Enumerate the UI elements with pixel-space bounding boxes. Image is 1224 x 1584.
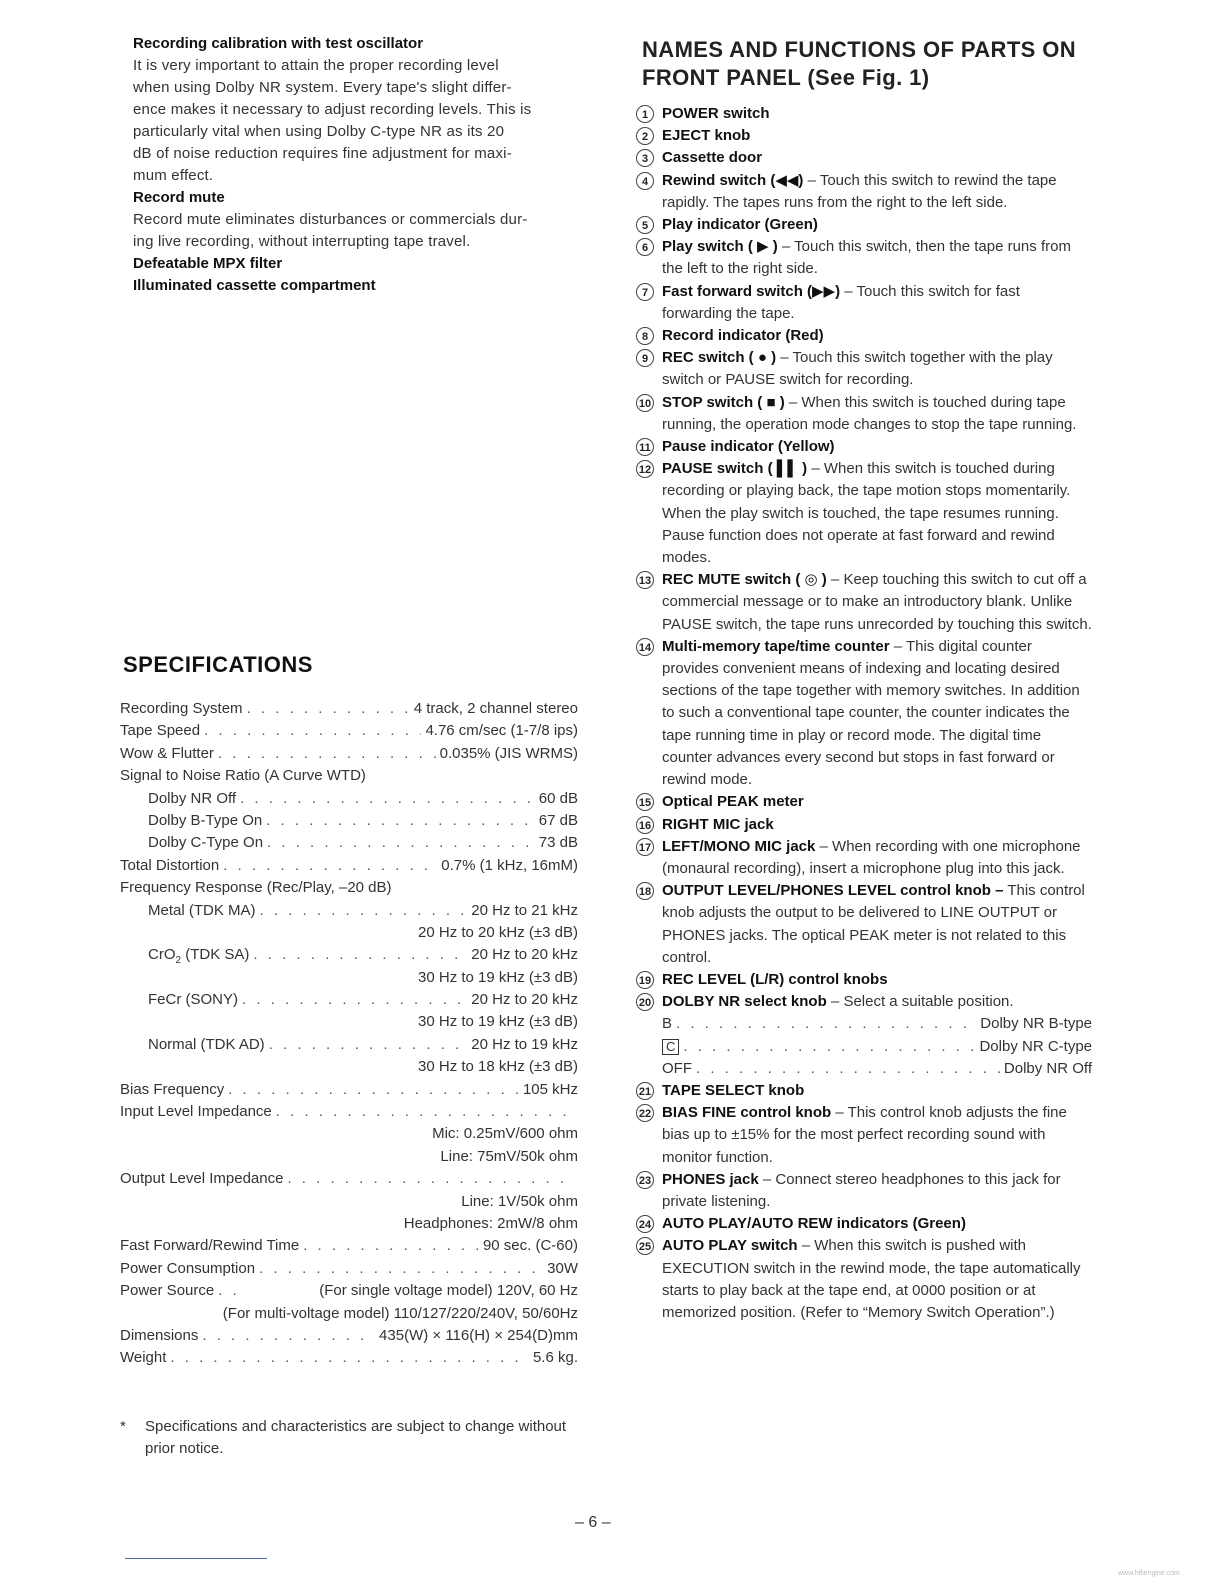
circled-number: 2 [636,127,654,145]
spec-sub-value: 30 Hz to 19 kHz (±3 dB) [418,1013,578,1031]
spec-label [148,946,249,966]
watermark: www.hifiengine.com [1118,1570,1180,1577]
spec-value: 4.76 cm/sec (1-7/8 ips) [425,722,578,740]
circled-number: 23 [636,1171,654,1189]
circled-number: 9 [636,349,654,367]
dolby-option-key: C [662,1039,679,1055]
spec-row [120,1036,578,1058]
dolby-option-key: B [662,1015,673,1033]
circled-number: 10 [636,394,654,412]
feature-heading: Recording calibration with test oscillator [133,35,424,52]
part-name: Optical PEAK meter [662,793,804,811]
circled-number: 22 [636,1104,654,1122]
spec-label: Dolby B-Type On [148,811,263,829]
part-name: Cassette door [662,149,763,167]
spec-label: Recording System [120,700,243,717]
spec-sub-value: (For multi-voltage model) 110/127/220/240V, 50/60Hz [222,1304,578,1322]
part-name: Multi-memory tape/time counter [662,637,890,655]
part-name: REC switch ( ● ) [662,349,777,367]
spec-value: 20 Hz to 20 kHz [471,946,578,964]
dolby-option-row [662,1058,1092,1080]
part-item [636,103,1092,125]
spec-value: 20 Hz to 20 kHz [471,991,578,1009]
feature-heading: Illuminated cassette compartment [133,277,376,294]
spec-row [120,857,578,879]
leader-dots [247,700,410,717]
leader-dots [240,790,535,807]
part-desc: – Touch this switch together with the play switch or PAUSE switch for recording. [662,349,1053,389]
dolby-option-row [662,1013,1092,1035]
leader-dots [683,1036,975,1058]
leader-dots [242,991,467,1008]
part-desc: – Connect stereo headphones to this jack for private listening. [662,1170,1061,1210]
spec-value: 20 Hz to 19 kHz [471,1035,578,1053]
parts-list [636,103,1092,1324]
circled-number: 15 [636,793,654,811]
part-name: AUTO PLAY/AUTO REW indicators (Green) [662,1215,966,1233]
circled-number: 4 [636,172,654,190]
spec-row [120,790,578,812]
parts-section-title [642,36,1076,92]
spec-label: Bias Frequency [120,1080,225,1098]
part-item [636,236,1092,280]
circled-number: 21 [636,1082,654,1100]
spec-label: Weight [120,1349,167,1367]
part-name: BIAS FINE control knob [662,1104,832,1122]
feature-text: mum effect. [133,167,214,184]
page-number: – 6 – [575,1514,611,1531]
part-item [636,347,1092,391]
spec-label-part: (TDK SA) [181,946,250,964]
circled-number: 14 [636,638,654,656]
spec-value: 105 kHz [522,1080,578,1098]
spec-row [120,1103,578,1125]
part-desc: – Touch this switch to rewind the tape rapidly. The tapes runs from the right to the left side. [662,171,1057,211]
part-desc: – When this switch is pushed with EXECUTION switch in the rewind mode, the tape automatically starts to play back at the tape end, at 0000 position or at memorized position. (Refer to “Memory Switch Operation”.) [662,1237,1081,1321]
feature-text: Record mute eliminates disturbances or commercials dur- [133,211,528,228]
spec-row [120,700,578,722]
part-item [636,969,1092,991]
part-item [636,991,1092,1080]
dolby-option-value: Dolby NR B-type [980,1015,1092,1033]
part-desc: – When this switch is touched during tape running, the operation mode changes to stop the tape running. [662,393,1077,433]
leader-dots [287,1170,574,1187]
part-name: STOP switch ( ■ ) [662,393,785,411]
part-name: DOLBY NR select knob [662,993,827,1011]
part-name: TAPE SELECT knob [662,1081,805,1099]
leader-dots [223,857,437,874]
leader-dots [228,1081,519,1098]
part-name: PAUSE switch ( ▌▌ ) [662,460,808,478]
circled-number: 24 [636,1215,654,1233]
spec-sub-value: Mic: 0.25mV/600 ohm [432,1125,578,1143]
circled-number: 11 [636,438,654,456]
part-item [636,836,1092,880]
part-item [636,458,1092,569]
leader-dots [218,1282,244,1299]
feature-heading: Record mute [133,189,225,206]
spec-row [120,1349,578,1371]
part-desc: – Touch this switch, then the tape runs from the left to the right side. [662,238,1071,278]
spec-label: Metal (TDK MA) [148,901,256,919]
leader-dots [218,745,436,762]
spec-value: 60 dB [538,789,578,807]
circled-number: 7 [636,283,654,301]
circled-number: 25 [636,1237,654,1255]
part-name: AUTO PLAY switch [662,1237,798,1255]
leader-dots [696,1058,1000,1080]
part-desc: – Select a suitable position. [826,993,1014,1011]
spec-row [120,1260,578,1282]
spec-label: Wow & Flutter [120,744,214,762]
specifications-title: SPECIFICATIONS [123,652,313,677]
spec-label: Tape Speed [120,722,201,740]
spec-label: Power Consumption [120,1259,256,1277]
spec-value: 67 dB [538,811,578,829]
spec-label: Normal (TDK AD) [148,1035,265,1053]
circled-number: 6 [636,238,654,256]
part-name: EJECT knob [662,127,751,145]
part-name: REC LEVEL (L/R) control knobs [662,970,888,988]
part-name: Pause indicator (Yellow) [662,438,835,456]
part-item [636,281,1092,325]
part-item [636,147,1092,169]
part-item [636,1080,1092,1102]
circled-number: 3 [636,149,654,167]
part-name: REC MUTE switch ( ◎ ) [662,571,827,589]
leader-dots [202,1327,375,1344]
part-name: LEFT/MONO MIC jack [662,837,816,855]
part-item [636,636,1092,791]
spec-row [120,1081,578,1103]
circled-number: 13 [636,571,654,589]
leader-dots [204,722,421,739]
spec-sub-value: 30 Hz to 19 kHz (±3 dB) [418,968,578,986]
leader-dots [676,1013,976,1035]
part-name: Play indicator (Green) [662,216,818,234]
part-item [636,1213,1092,1235]
leader-dots [260,902,468,919]
part-desc: – When this switch is touched during recording or playing back, the tape motion stops momentarily. When the play switch is touched, the tape resumes running. Pause function does not operate at fast forward and rewind modes. [662,460,1071,567]
part-item [636,325,1092,347]
part-item [636,170,1092,214]
parts-title-line2: FRONT PANEL (See Fig. 1) [642,65,930,90]
spec-value: 435(W) × 116(H) × 254(D)mm [379,1326,578,1344]
feature-text: particularly vital when using Dolby C-type NR as its 20 [133,123,505,140]
feature-heading: Defeatable MPX filter [133,255,283,272]
note-asterisk: * [120,1418,126,1435]
part-item [636,1102,1092,1169]
circled-number: 16 [636,816,654,834]
part-item [636,214,1092,236]
spec-row [120,834,578,856]
spec-sub-value: Line: 1V/50k ohm [461,1192,578,1210]
spec-sub-value: 30 Hz to 18 kHz (±3 dB) [418,1058,578,1076]
part-name: RIGHT MIC jack [662,815,774,833]
feature-text: when using Dolby NR system. Every tape's slight differ- [133,79,512,96]
part-desc: – Keep touching this switch to cut off a commercial message or to make an introductory blank. Unlike PAUSE switch, the tape runs unrecorded by touching this switch. [662,571,1092,633]
spec-value: 0.035% (JIS WRMS) [439,744,578,762]
note-text: Specifications and characteristics are subject to change without prior notice. [145,1418,567,1457]
footer-rule [125,1558,267,1559]
spec-label: Dolby C-Type On [148,834,264,852]
part-desc: This control knob adjusts the output to be delivered to LINE OUTPUT or PHONES jacks. The optical PEAK meter is not related to this control. [662,882,1085,966]
spec-subheading: Frequency Response (Rec/Play, –20 dB) [120,879,392,897]
circled-number: 20 [636,993,654,1011]
part-item [636,125,1092,147]
part-item [636,436,1092,458]
spec-value: 5.6 kg. [532,1349,578,1367]
spec-row [120,991,578,1013]
leader-dots [267,834,535,851]
circled-number: 1 [636,105,654,123]
feature-text: dB of noise reduction requires fine adjustment for maxi- [133,145,512,162]
part-desc: – This digital counter provides convenient means of indexing and locating desired sections of the tape together with memory switches. In addition to such a conventional tape counter, the counter indicates the tape running time in play or record mode. The digital time counter advances every second but stops in fast forward or rewind mode. [662,637,1080,789]
part-name: Record indicator (Red) [662,327,824,345]
spec-sub-value: Line: 75mV/50k ohm [440,1147,578,1165]
feature-block-calibration [133,33,588,297]
spec-row [120,722,578,744]
spec-row [120,1282,578,1304]
specifications-table [120,700,578,1372]
part-item [636,1235,1092,1324]
leader-dots [276,1103,574,1120]
dolby-option-key: OFF [662,1059,692,1077]
feature-text: ing live recording, without interrupting tape travel. [133,233,471,250]
spec-row [120,812,578,834]
spec-value: 90 sec. (C-60) [482,1237,578,1255]
leader-dots [170,1349,529,1366]
part-name: Fast forward switch (▶▶) [662,282,841,300]
part-item [636,1169,1092,1213]
part-desc: – This control knob adjusts the fine bias up to ±15% for the most perfect recording sound with monitor function. [662,1104,1067,1166]
circled-number: 12 [636,460,654,478]
spec-sub-value: Headphones: 2mW/8 ohm [403,1214,578,1232]
spec-label: Output Level Impedance [120,1170,284,1188]
spec-label: FeCr (SONY) [148,991,238,1009]
specifications-note [120,1416,580,1460]
spec-label: Fast Forward/Rewind Time [120,1237,300,1255]
spec-label: Dolby NR Off [148,789,237,807]
spec-label: Input Level Impedance [120,1103,272,1121]
leader-dots [266,812,535,829]
spec-row [120,745,578,767]
leader-dots [259,1260,543,1277]
spec-subheading: Signal to Noise Ratio (A Curve WTD) [120,767,366,785]
spec-label: Power Source [120,1282,215,1300]
dolby-option-row [662,1036,1092,1058]
part-item [636,569,1092,636]
dolby-option-value: Dolby NR C-type [979,1037,1092,1055]
feature-text: ence makes it necessary to adjust recording levels. This is [133,101,532,118]
circled-number: 19 [636,971,654,989]
spec-value: 73 dB [538,834,578,852]
part-name: Rewind switch (◀◀) [662,171,804,189]
part-item [636,814,1092,836]
spec-row [120,946,578,968]
part-item [636,880,1092,969]
spec-value: 0.7% (1 kHz, 16mM) [441,856,578,874]
circled-number: 5 [636,216,654,234]
part-desc: – Touch this switch for fast forwarding the tape. [662,282,1020,322]
spec-row [120,1327,578,1349]
spec-row [120,1237,578,1259]
leader-dots [303,1237,479,1254]
spec-label: Total Distortion [120,856,220,874]
part-item [636,392,1092,436]
spec-label-subscript: 2 [175,955,182,967]
spec-value: 30W [547,1259,578,1277]
part-name: OUTPUT LEVEL/PHONES LEVEL control knob – [662,882,1004,900]
part-desc: – When recording with one microphone (monaural recording), insert a microphone plug into this jack. [662,837,1081,877]
parts-title-line1: NAMES AND FUNCTIONS OF PARTS ON [642,37,1077,62]
part-name: POWER switch [662,105,770,122]
dolby-option-value: Dolby NR Off [1003,1059,1092,1077]
spec-row [120,1170,578,1192]
circled-number: 8 [636,327,654,345]
circled-number: 18 [636,882,654,900]
feature-text: It is very important to attain the proper recording level [133,57,499,74]
leader-dots [253,946,467,963]
part-item [636,791,1092,813]
spec-value: (For single voltage model) 120V, 60 Hz [319,1282,578,1300]
spec-label-part: CrO [148,946,176,964]
spec-sub-value: 20 Hz to 20 kHz (±3 dB) [418,923,578,941]
part-name: Play switch ( ▶ ) [662,238,778,256]
part-name: PHONES jack [662,1170,759,1188]
circled-number: 17 [636,838,654,856]
spec-value: 4 track, 2 channel stereo [413,700,578,717]
leader-dots [269,1036,468,1053]
spec-row [120,902,578,924]
spec-value: 20 Hz to 21 kHz [471,901,578,919]
spec-label: Dimensions [120,1326,199,1344]
